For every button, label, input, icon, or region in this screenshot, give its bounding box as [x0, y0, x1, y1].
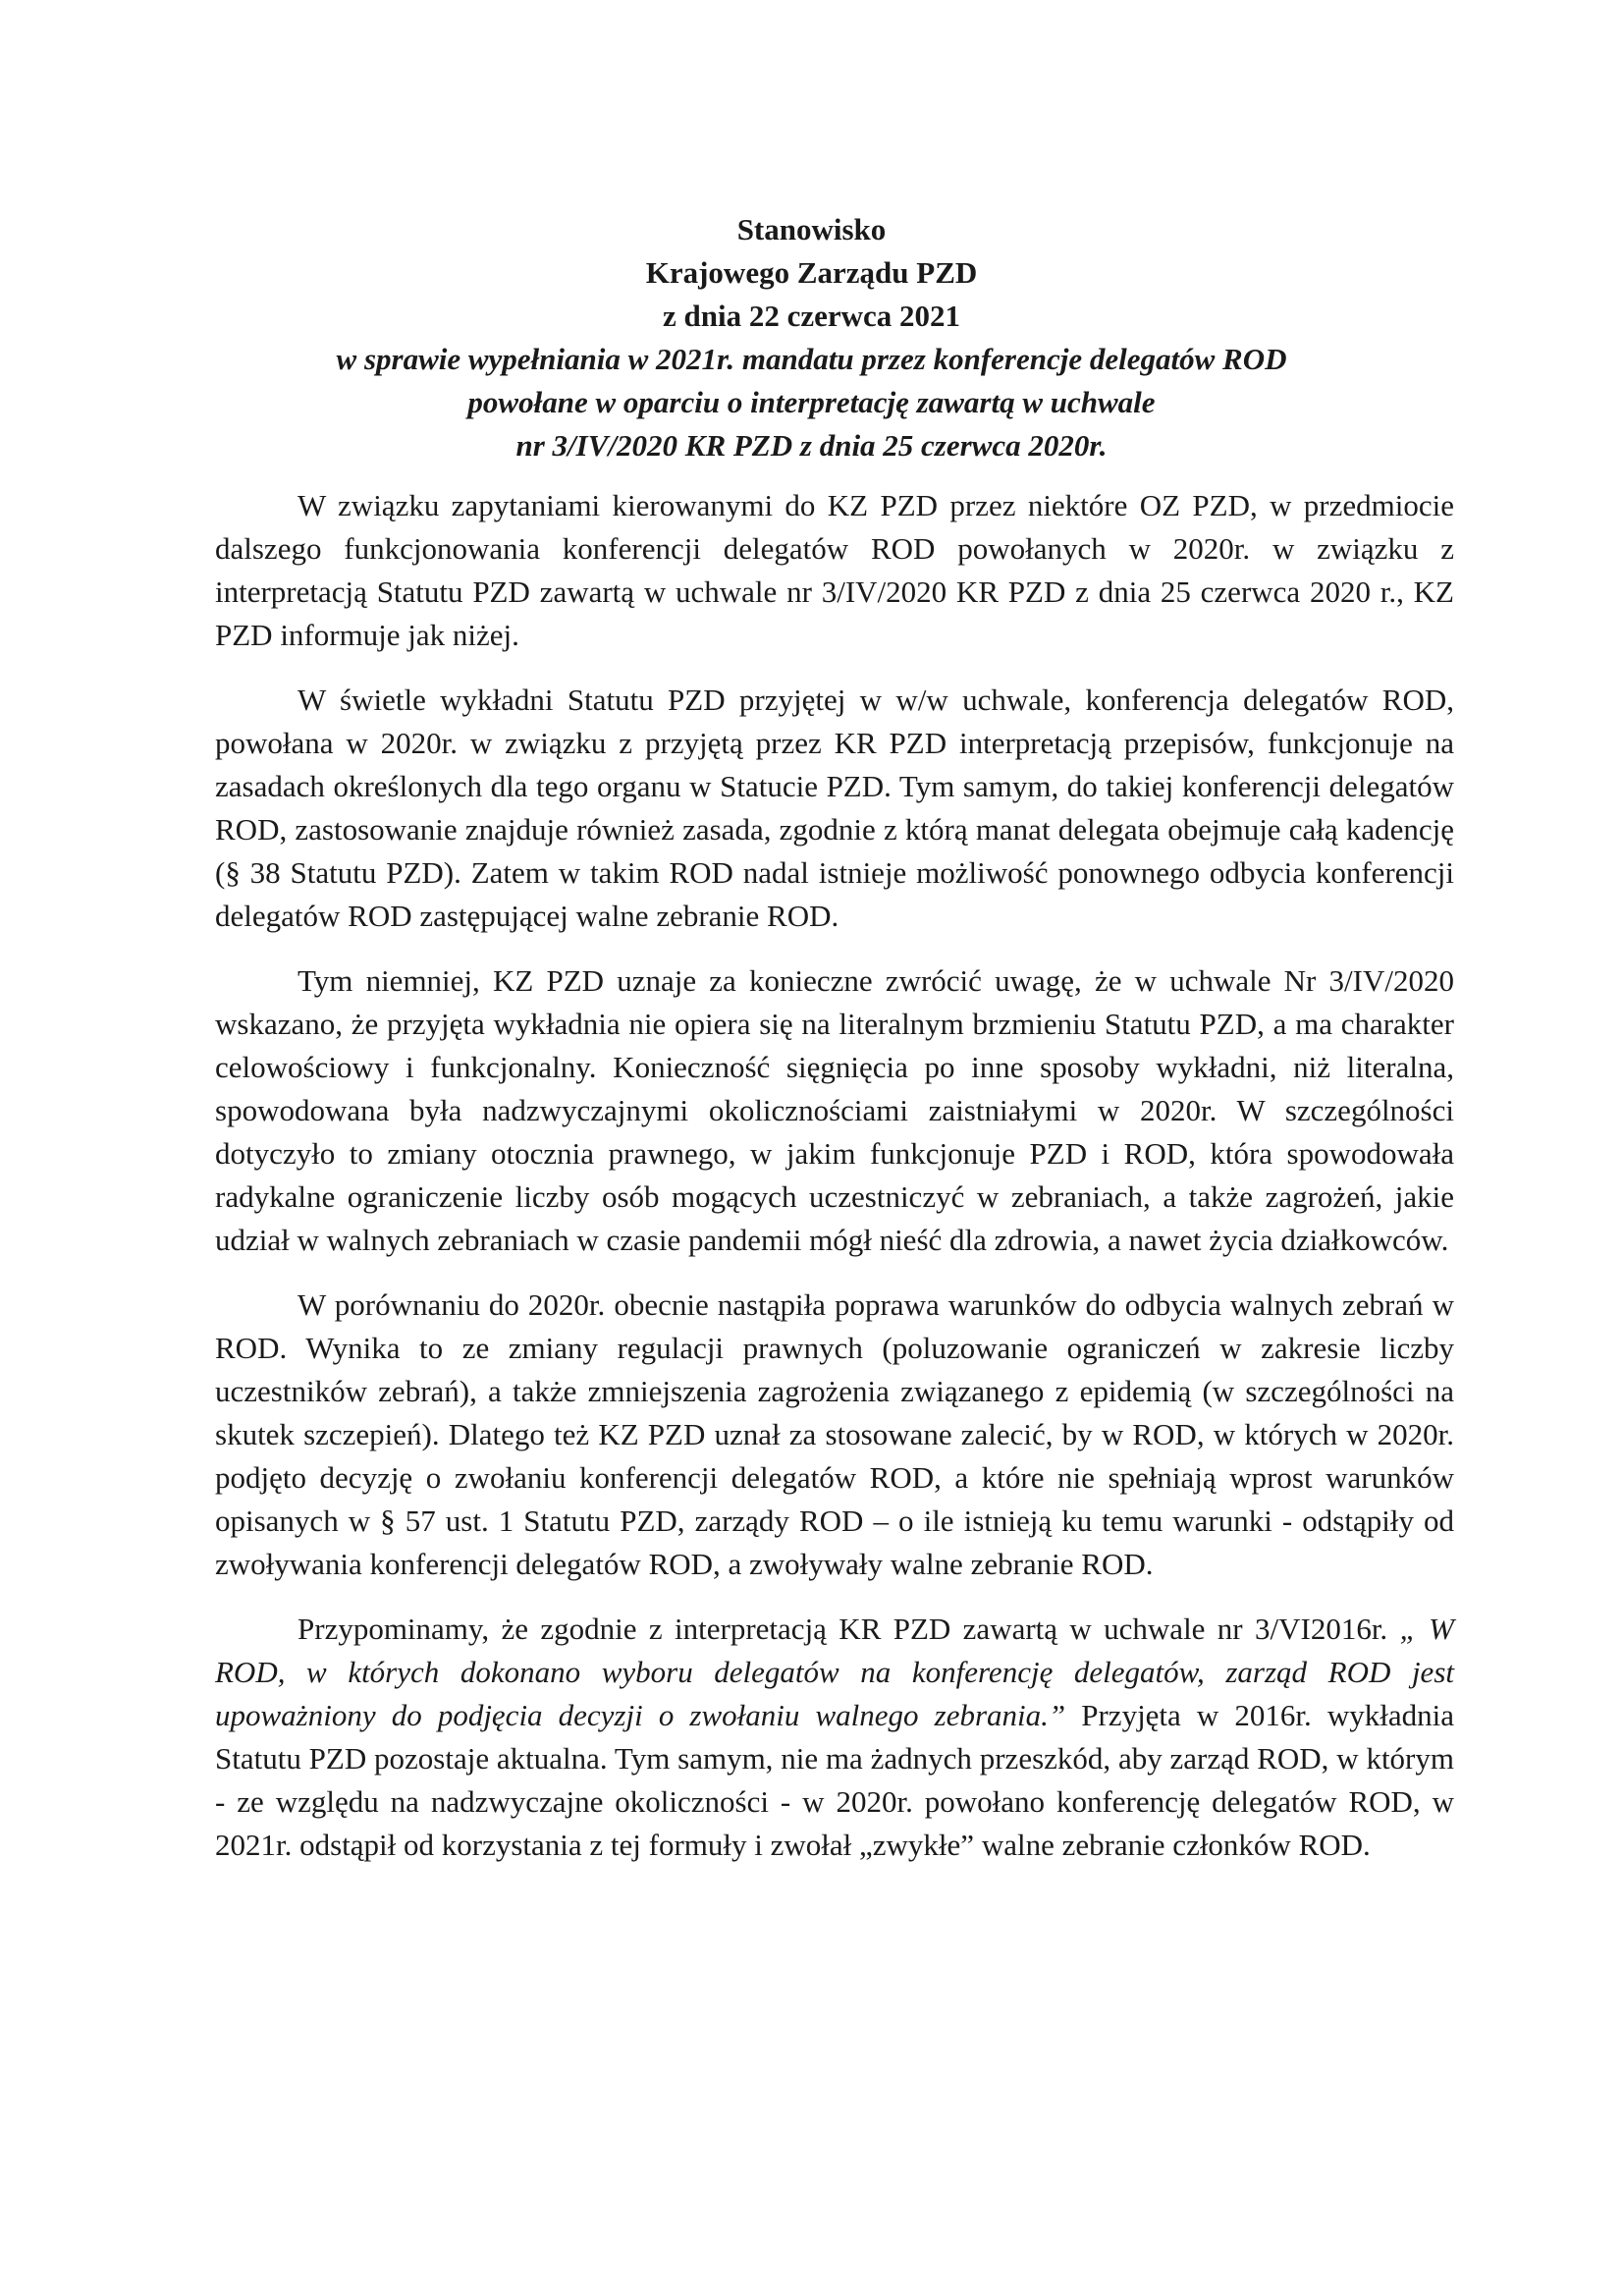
- paragraph-5: [215, 1608, 1454, 1867]
- paragraph-5-intro: Przypominamy, że zgodnie z interpretacją KR PZD zawartą w uchwale nr 3/VI2016r.: [298, 1612, 1400, 1646]
- title-line-1: Stanowisko: [736, 212, 887, 246]
- title-line-2: Krajowego Zarządu PZD: [645, 255, 978, 290]
- paragraph-2: W świetle wykładni Statutu PZD przyjętej w w/w uchwale, konferencja delegatów ROD, powołana w 2020r. w związku z przyjętą przez KR PZD interpretacją przepisów, funkcjonuje na zasadach określonych dla tego organu w Statucie PZD. Tym samym, do takiej konferencji delegatów ROD, zastosowanie znajduje również zasada, zgodnie z którą manat delegata obejmuje całą kadencję (§ 38 Statutu PZD). Zatem w takim ROD nadal istnieje możliwość ponownego odbycia konferencji delegatów ROD zastępującej walne zebranie ROD.: [215, 683, 1454, 933]
- title-date-line: z dnia 22 czerwca 2021: [662, 299, 961, 333]
- paragraph-3: Tym niemniej, KZ PZD uznaje za konieczne zwrócić uwagę, że w uchwale Nr 3/IV/2020 wskazano, że przyjęta wykładnia nie opiera się na literalnym brzmieniu Statutu PZD, a ma charakter celowościowy i funkcjonalny. Konieczność sięgnięcia po inne sposoby wykładni, niż literalna, spowodowana była nadzwyczajnymi okolicznościami zaistniałymi w 2020r. W szczególności dotyczyło to zmiany otocznia prawnego, w jakim funkcjonuje PZD i ROD, która spowodowała radykalne ograniczenie liczby osób mogących uczestniczyć w zebraniach, a także zagrożeń, jakie udział w walnych zebraniach w czasie pandemii mógł nieść dla zdrowia, a nawet życia działkowców.: [215, 963, 1454, 1257]
- paragraph-5-quote: „ W ROD, w których dokonano wyboru delegatów na konferencję delegatów, zarząd ROD jest upoważniony do podjęcia decyzji o zwołaniu walnego zebrania.”: [215, 1612, 1454, 1732]
- document-title: [196, 208, 1427, 467]
- title-subject-line-1: w sprawie wypełniania w 2021r. mandatu przez konferencje delegatów ROD: [336, 342, 1287, 376]
- document-body: [215, 484, 1454, 1867]
- paragraph-5-conclusion: Przyjęta w 2016r. wykładnia Statutu PZD pozostaje aktualna. Tym samym, nie ma żadnych przeszkód, aby zarząd ROD, w którym - ze względu na nadzwyczajne okoliczności - w 2020r. powołano konferencję delegatów ROD, w 2021r. odstąpił od korzystania z tej formuły i zwołał „zwykłe” walne zebranie członków ROD.: [215, 1698, 1454, 1862]
- title-subject-line-3: nr 3/IV/2020 KR PZD z dnia 25 czerwca 2020r.: [515, 428, 1108, 463]
- paragraph-1: W związku zapytaniami kierowanymi do KZ PZD przez niektóre OZ PZD, w przedmiocie dalszego funkcjonowania konferencji delegatów ROD powołanych w 2020r. w związku z interpretacją Statutu PZD zawartą w uchwale nr 3/IV/2020 KR PZD z dnia 25 czerwca 2020 r., KZ PZD informuje jak niżej.: [215, 488, 1454, 652]
- title-subject-line-2: powołane w oparciu o interpretację zawartą w uchwale: [467, 385, 1156, 419]
- paragraph-4: W porównaniu do 2020r. obecnie nastąpiła poprawa warunków do odbycia walnych zebrań w ROD. Wynika to ze zmiany regulacji prawnych (poluzowanie ograniczeń w zakresie liczby uczestników zebrań), a także zmniejszenia zagrożenia związanego z epidemią (w szczególności na skutek szczepień). Dlatego też KZ PZD uznał za stosowane zalecić, by w ROD, w których w 2020r. podjęto decyzję o zwołaniu konferencji delegatów ROD, a które nie spełniają wprost warunków opisanych w § 57 ust. 1 Statutu PZD, zarządy ROD – o ile istnieją ku temu warunki - odstąpiły od zwoływania konferencji delegatów ROD, a zwoływały walne zebranie ROD.: [215, 1287, 1454, 1581]
